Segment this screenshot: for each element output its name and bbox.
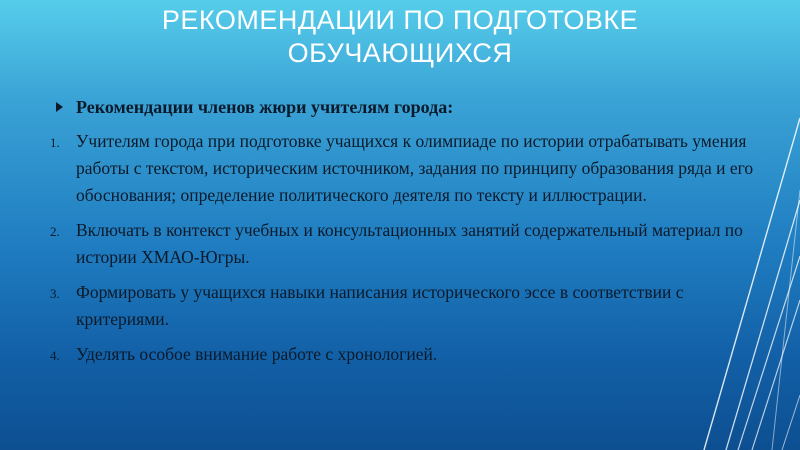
subheading xyxy=(50,96,762,118)
decorative-line xyxy=(772,190,800,450)
list-item xyxy=(50,217,762,271)
list-item-text: Уделять особое внимание работе с хронологией. xyxy=(76,344,438,364)
list-item-number: 1. xyxy=(50,135,60,150)
decorative-line xyxy=(704,118,800,450)
recommendations-list xyxy=(50,128,762,368)
decorative-line xyxy=(782,395,800,450)
list-item-number: 4. xyxy=(50,348,60,363)
triangle-bullet-icon xyxy=(56,102,63,112)
list-item-text: Включать в контекст учебных и консультационных занятий содержательный материал по истории ХМАО-Югры. xyxy=(76,220,743,267)
subheading-text: Рекомендации членов жюри учителям города: xyxy=(76,97,454,117)
list-item-number: 3. xyxy=(50,286,60,301)
list-item-text: Учителям города при подготовке учащихся к олимпиаде по истории отрабатывать умения работы с текстом, историческим источником, задания по принципу образования ряда и его обоснования; определение политического деятеля по тексту и иллюстрации. xyxy=(76,131,754,205)
list-item-text: Формировать у учащихся навыки написания исторического эссе в соответствии с критериями. xyxy=(76,282,684,329)
slide-title xyxy=(40,4,760,70)
list-item xyxy=(50,279,762,333)
list-item xyxy=(50,128,762,209)
list-item-number: 2. xyxy=(50,224,60,239)
slide-title-line-1: РЕКОМЕНДАЦИИ ПО ПОДГОТОВКЕ xyxy=(161,5,639,35)
list-item xyxy=(50,341,762,368)
decorative-lines xyxy=(680,0,800,450)
decorative-line xyxy=(726,200,800,450)
decorative-line xyxy=(752,300,800,450)
slide-title-line-2: ОБУЧАЮЩИХСЯ xyxy=(287,38,513,68)
decorative-line xyxy=(738,256,800,450)
slide-content xyxy=(50,96,762,376)
